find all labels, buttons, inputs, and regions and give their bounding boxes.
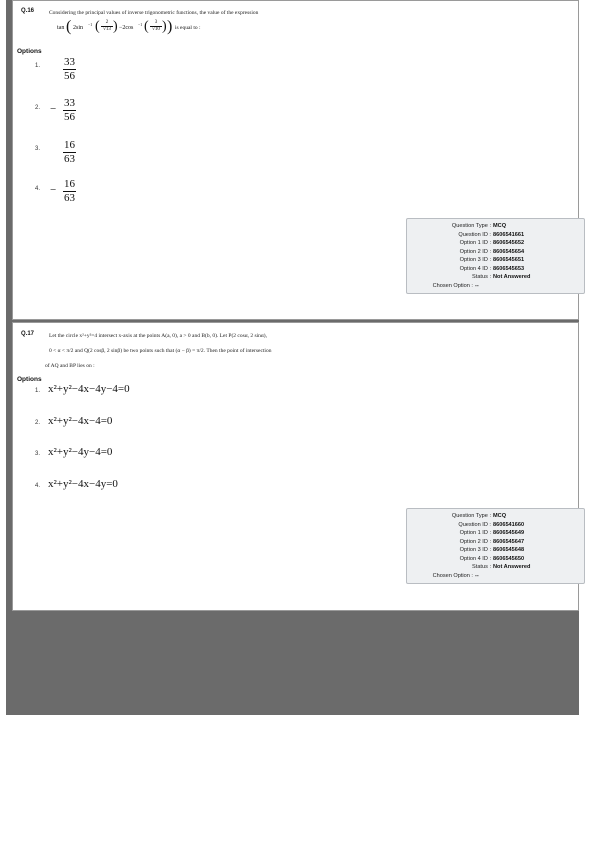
option-number: 4. <box>35 483 41 489</box>
question-number: Q.17 <box>21 331 35 337</box>
info-row-option-1-id: Option 1 ID : 8606545649 <box>459 530 525 536</box>
question-card-16 <box>12 0 579 320</box>
info-row-question-type: Question Type : MCQ <box>451 513 507 519</box>
paren-open: ( <box>95 19 100 34</box>
info-row-question-type: Question Type : MCQ <box>451 223 507 229</box>
option-number: 4. <box>35 186 41 192</box>
info-row-status: Status : Not Answered <box>472 564 531 570</box>
option-1-answer[interactable]: 33 56 <box>64 56 75 82</box>
question-info-panel <box>406 218 585 294</box>
option-3-answer[interactable]: 16 63 <box>64 139 75 165</box>
term1-text: 2sin <box>73 25 84 31</box>
minus-sign: − <box>50 184 57 196</box>
option-number: 3. <box>35 451 41 457</box>
option-3-answer[interactable]: x²+y²−4y−4=0 <box>48 446 113 458</box>
option-4-answer[interactable]: 16 63 <box>64 178 75 204</box>
paren-open: ( <box>144 19 149 34</box>
fraction-1: 2 √13 <box>101 20 113 33</box>
info-row-chosen-option: Chosen Option : -- <box>432 282 479 289</box>
info-row-option-4-id: Option 4 ID : 8606545653 <box>459 265 525 272</box>
option-number: 2. <box>35 105 41 111</box>
info-row-option-1-id: Option 1 ID : 8606545652 <box>459 240 525 246</box>
info-row-option-3-id: Option 3 ID : 8606545651 <box>459 257 525 263</box>
paren-close: ) <box>167 18 173 35</box>
expression-tail: is equal to : <box>175 25 201 31</box>
option-2-answer[interactable]: x²+y²−4x−4=0 <box>48 415 113 427</box>
option-1-answer[interactable]: x²+y²−4x−4y−4=0 <box>48 383 130 395</box>
paren-close: ) <box>113 19 118 34</box>
fraction-2: 3 √10 <box>150 20 162 33</box>
option-number: 3. <box>35 146 41 152</box>
tan-text: tan <box>57 25 65 31</box>
option-number: 2. <box>35 420 41 426</box>
info-row-question-id: Question ID : 8606541661 <box>458 231 525 238</box>
minus-sign: − <box>50 103 57 115</box>
info-row-question-id: Question ID : 8606541660 <box>458 521 525 528</box>
options-label: Options <box>17 376 42 383</box>
question-text: Considering the principal values of inverse trigonometric functions, the value of the expression <box>49 10 259 16</box>
inverse-exponent: −1 <box>138 22 143 27</box>
inverse-exponent: −1 <box>88 22 93 27</box>
option-number: 1. <box>35 388 41 394</box>
question-text-line-3: of AQ and BP lies on : <box>45 363 95 369</box>
paren-close: ) <box>162 19 167 34</box>
option-4-answer[interactable]: x²+y²−4x−4y=0 <box>48 478 118 490</box>
question-number: Q.16 <box>21 8 35 14</box>
info-row-option-2-id: Option 2 ID : 8606545647 <box>459 538 525 545</box>
options-label: Options <box>17 48 42 55</box>
option-number: 1. <box>35 63 41 69</box>
question-info-panel <box>406 508 585 584</box>
info-row-option-3-id: Option 3 ID : 8606545648 <box>459 547 525 553</box>
info-row-option-2-id: Option 2 ID : 8606545654 <box>459 248 525 255</box>
question-text-line-2: 0 < α < π/2 and Q(2 cosβ, 2 sinβ) be two points such that (α − β) = π/2. Then the point of intersection <box>49 348 272 354</box>
option-2-answer[interactable]: 33 56 <box>64 97 75 123</box>
minus-cos-text: −2cos <box>119 25 134 31</box>
info-row-status: Status : Not Answered <box>472 274 531 280</box>
info-row-option-4-id: Option 4 ID : 8606545650 <box>459 555 525 562</box>
info-row-chosen-option: Chosen Option : -- <box>432 572 479 579</box>
question-text-line-1: Let the circle x²+y²=4 intersect x-axis at the points A(a, 0), a > 0 and B(b, 0). Let P(2 cosα, 2 sinα), <box>49 333 267 339</box>
paren-open: ( <box>66 18 72 35</box>
question-card-17 <box>12 322 579 611</box>
